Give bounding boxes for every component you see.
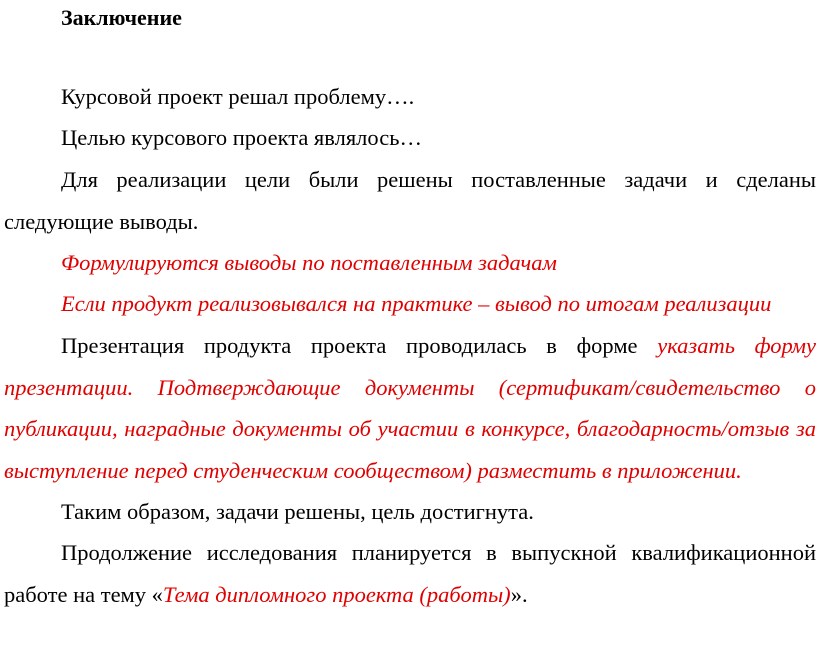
paragraph-continuation	[4, 532, 816, 615]
paragraph-problem: Курсовой проект решал проблему….	[61, 84, 415, 109]
section-heading: Заключение	[61, 5, 182, 30]
presentation-text: Презентация продукта проекта проводилась в форме	[61, 333, 658, 358]
paragraph-summary: Таким образом, задачи решены, цель достигнута.	[61, 499, 534, 524]
paragraph-tasks: Для реализации цели были решены поставленные задачи и сделаны следующие выводы.	[4, 167, 816, 234]
paragraph-presentation	[4, 325, 816, 491]
thesis-topic-hint: Тема дипломного проекта (работы)	[162, 581, 511, 607]
presentation-end: .	[736, 457, 742, 483]
continuation-text: Продолжение исследования планируется в выпускной квалификационной работе на тему «	[4, 540, 816, 607]
paragraph-practice-hint: Если продукт реализовывался на практике – вывод по итогам реализации	[61, 291, 772, 316]
paragraph-goal: Целью курсового проекта являлось…	[61, 125, 422, 150]
presentation-hint: указать форму презентации. Подтверждающие документы (сертификат/свидетельство о публикации, наградные документы об участии в конкурсе, благодарность/отзыв за выступление перед студенческим сообществом) разместить в приложении	[4, 333, 816, 483]
continuation-end: ».	[510, 581, 528, 607]
paragraph-conclusions-hint: Формулируются выводы по поставленным задачам	[61, 250, 557, 275]
